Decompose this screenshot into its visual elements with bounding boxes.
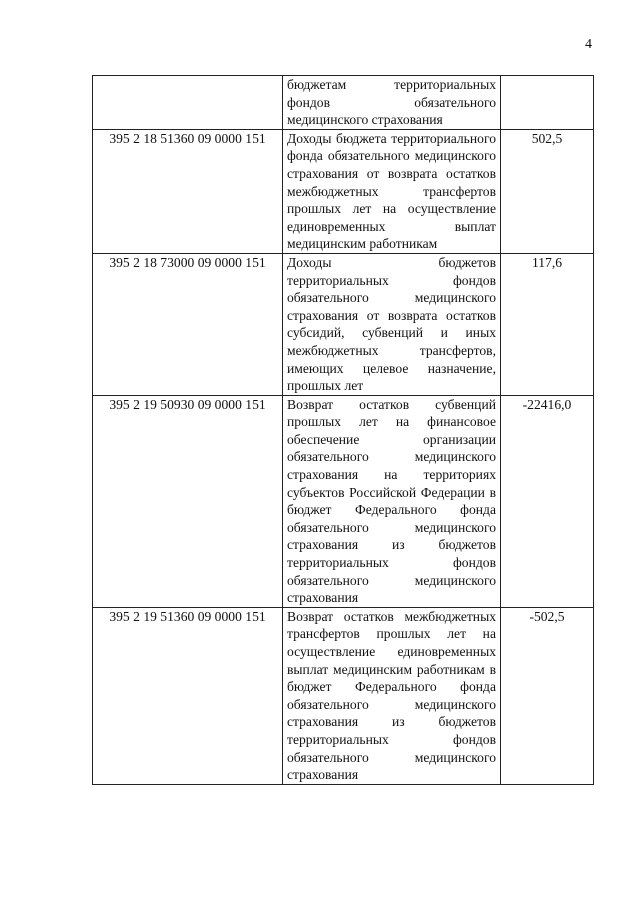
table-row xyxy=(93,607,594,784)
budget-revenue-table xyxy=(92,75,594,785)
table-row xyxy=(93,395,594,607)
amount-cell: 502,5 xyxy=(501,129,594,253)
table-row xyxy=(93,129,594,253)
revenue-name-cell: Возврат остатков субвенций прошлых лет на финансовое обеспечение организации обязательного медицинского страхования на территориях субъектов Российской Федерации в бюджет Федерального фонда обязательного медицинского страхования из бюджетов территориальных фондов обязательного медицинского страхования xyxy=(283,395,501,607)
table-row xyxy=(93,76,594,130)
page-number: 4 xyxy=(585,37,592,52)
table-row xyxy=(93,253,594,395)
amount-cell: -22416,0 xyxy=(501,395,594,607)
budget-code-cell: 395 2 19 51360 09 0000 151 xyxy=(93,607,283,784)
amount-cell: 117,6 xyxy=(501,253,594,395)
revenue-name-cell: Возврат остатков межбюджетных трансфертов прошлых лет на осуществление единовременных выплат медицинским работникам в бюджет Федерального фонда обязательного медицинского страхования из бюджетов территориальных фондов обязательного медицинского страхования xyxy=(283,607,501,784)
budget-code-cell: 395 2 18 73000 09 0000 151 xyxy=(93,253,283,395)
revenue-name-cell: Доходы бюджетов территориальных фондов обязательного медицинского страхования от возврата остатков субсидий, субвенций и иных межбюджетных трансфертов, имеющих целевое назначение, прошлых лет xyxy=(283,253,501,395)
budget-code-cell: 395 2 19 50930 09 0000 151 xyxy=(93,395,283,607)
revenue-name-cell: бюджетам территориальных фондов обязательного медицинского страхования xyxy=(283,76,501,130)
amount-cell: -502,5 xyxy=(501,607,594,784)
amount-cell xyxy=(501,76,594,130)
budget-code-cell: 395 2 18 51360 09 0000 151 xyxy=(93,129,283,253)
budget-code-cell xyxy=(93,76,283,130)
revenue-name-cell: Доходы бюджета территориального фонда обязательного медицинского страхования от возврата остатков межбюджетных трансфертов прошлых лет на осуществление единовременных выплат медицинским работникам xyxy=(283,129,501,253)
